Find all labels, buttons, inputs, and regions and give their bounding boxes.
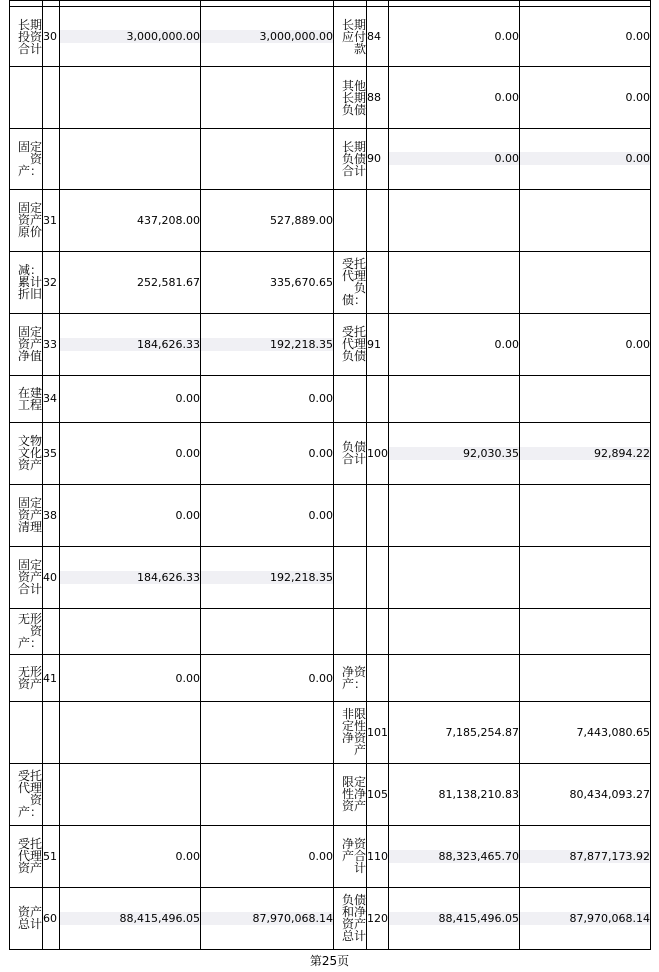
liability-beginning-balance — [389, 825, 520, 887]
asset-line-number — [43, 67, 60, 129]
liability-ending-balance — [520, 887, 651, 949]
asset-beginning-balance: 0.00 — [60, 375, 201, 422]
liability-ending-balance — [520, 825, 651, 887]
balance-sheet-body — [10, 1, 651, 950]
liability-beginning-balance: 0.00 — [389, 7, 520, 67]
highlighted-value: 88,415,496.05 — [60, 912, 200, 925]
asset-name-cell: 减：累计折旧 — [10, 251, 43, 313]
liability-name-cell: 负债合计 — [334, 422, 367, 484]
asset-beginning-balance — [60, 129, 201, 190]
asset-ending-balance: 335,670.65 — [201, 251, 334, 313]
highlighted-value: 184,626.33 — [60, 571, 200, 584]
liability-beginning-balance — [389, 608, 520, 655]
asset-name-cell: 固定资产合计 — [10, 546, 43, 608]
table-row — [10, 825, 651, 887]
liability-beginning-balance: 0.00 — [389, 67, 520, 129]
asset-line-number — [43, 763, 60, 825]
highlighted-value: 3,000,000.00 — [60, 30, 200, 43]
asset-name-cell: 文物文化资产 — [10, 422, 43, 484]
asset-name-cell: 固定资产： — [10, 129, 43, 190]
liability-name-cell: 长期应付款 — [334, 7, 367, 67]
asset-beginning-balance — [60, 608, 201, 655]
liability-name-cell: 负债和净资产总计 — [334, 887, 367, 949]
asset-ending-balance — [201, 608, 334, 655]
liability-beginning-balance — [389, 251, 520, 313]
asset-beginning-balance — [60, 313, 201, 375]
liability-line-number: 88 — [367, 67, 389, 129]
liability-beginning-balance: 81,138,210.83 — [389, 763, 520, 825]
highlighted-value: 88,323,465.70 — [389, 850, 519, 863]
liability-line-number — [367, 484, 389, 546]
asset-line-number: 51 — [43, 825, 60, 887]
asset-line-number: 30 — [43, 7, 60, 67]
asset-line-number — [43, 129, 60, 190]
liability-ending-balance — [520, 608, 651, 655]
balance-sheet-table — [9, 0, 651, 950]
asset-beginning-balance — [60, 7, 201, 67]
asset-name-cell: 受托代理资产： — [10, 763, 43, 825]
asset-beginning-balance: 437,208.00 — [60, 189, 201, 251]
liability-name-cell — [334, 375, 367, 422]
page-number: 第25页 — [309, 954, 350, 968]
asset-ending-balance: 0.00 — [201, 375, 334, 422]
liability-name-cell: 净资产合计 — [334, 825, 367, 887]
table-row — [10, 129, 651, 190]
highlighted-value: 92,894.22 — [520, 447, 650, 460]
liability-line-number — [367, 251, 389, 313]
liability-line-number: 110 — [367, 825, 389, 887]
asset-beginning-balance: 0.00 — [60, 655, 201, 702]
liability-name-cell — [334, 608, 367, 655]
table-row — [10, 422, 651, 484]
liability-name-cell: 限定性净资产 — [334, 763, 367, 825]
highlighted-value: 3,000,000.00 — [201, 30, 333, 43]
asset-line-number: 40 — [43, 546, 60, 608]
asset-name-cell: 固定资产净值 — [10, 313, 43, 375]
table-row — [10, 484, 651, 546]
liability-name-cell: 长期负债合计 — [334, 129, 367, 190]
highlighted-value: 192,218.35 — [201, 571, 333, 584]
liability-ending-balance: 80,434,093.27 — [520, 763, 651, 825]
liability-line-number: 84 — [367, 7, 389, 67]
asset-name-cell: 长期投资合计 — [10, 7, 43, 67]
highlighted-value: 92,030.35 — [389, 447, 519, 460]
liability-ending-balance: 0.00 — [520, 313, 651, 375]
highlighted-value: 0.00 — [520, 152, 650, 165]
liability-beginning-balance: 7,185,254.87 — [389, 701, 520, 763]
asset-ending-balance: 0.00 — [201, 825, 334, 887]
highlighted-value: 87,970,068.14 — [201, 912, 333, 925]
table-row — [10, 375, 651, 422]
liability-line-number: 91 — [367, 313, 389, 375]
highlighted-value: 87,970,068.14 — [520, 912, 650, 925]
asset-line-number: 35 — [43, 422, 60, 484]
liability-name-cell — [334, 484, 367, 546]
liability-ending-balance — [520, 546, 651, 608]
liability-name-cell: 受托代理负债： — [334, 251, 367, 313]
asset-beginning-balance — [60, 67, 201, 129]
liability-beginning-balance: 0.00 — [389, 313, 520, 375]
liability-line-number — [367, 608, 389, 655]
liability-ending-balance — [520, 484, 651, 546]
liability-ending-balance — [520, 189, 651, 251]
liability-ending-balance: 0.00 — [520, 67, 651, 129]
liability-line-number — [367, 375, 389, 422]
liability-line-number: 120 — [367, 887, 389, 949]
liability-beginning-balance — [389, 375, 520, 422]
liability-line-number — [367, 546, 389, 608]
asset-beginning-balance: 252,581.67 — [60, 251, 201, 313]
asset-name-cell — [10, 67, 43, 129]
asset-line-number: 31 — [43, 189, 60, 251]
asset-beginning-balance: 0.00 — [60, 422, 201, 484]
asset-name-cell: 在建工程 — [10, 375, 43, 422]
table-row — [10, 655, 651, 702]
asset-ending-balance: 527,889.00 — [201, 189, 334, 251]
liability-line-number: 90 — [367, 129, 389, 190]
table-row — [10, 887, 651, 949]
table-row — [10, 313, 651, 375]
asset-ending-balance — [201, 7, 334, 67]
liability-ending-balance: 7,443,080.65 — [520, 701, 651, 763]
highlighted-value: 184,626.33 — [60, 338, 200, 351]
liability-ending-balance — [520, 251, 651, 313]
asset-beginning-balance — [60, 701, 201, 763]
liability-ending-balance — [520, 655, 651, 702]
liability-ending-balance — [520, 375, 651, 422]
highlighted-value: 192,218.35 — [201, 338, 333, 351]
table-row — [10, 763, 651, 825]
table-row — [10, 189, 651, 251]
asset-name-cell: 无形资产： — [10, 608, 43, 655]
liability-beginning-balance — [389, 422, 520, 484]
asset-line-number — [43, 608, 60, 655]
liability-line-number — [367, 189, 389, 251]
asset-ending-balance — [201, 67, 334, 129]
asset-ending-balance: 0.00 — [201, 655, 334, 702]
asset-name-cell: 固定资产原价 — [10, 189, 43, 251]
table-row — [10, 701, 651, 763]
liability-line-number: 101 — [367, 701, 389, 763]
asset-line-number: 41 — [43, 655, 60, 702]
asset-beginning-balance: 0.00 — [60, 825, 201, 887]
asset-beginning-balance — [60, 763, 201, 825]
asset-line-number — [43, 701, 60, 763]
table-row — [10, 251, 651, 313]
liability-name-cell: 其他长期负债 — [334, 67, 367, 129]
liability-name-cell: 非限定性净资产 — [334, 701, 367, 763]
asset-name-cell: 无形资产 — [10, 655, 43, 702]
liability-beginning-balance — [389, 655, 520, 702]
asset-name-cell: 受托代理资产 — [10, 825, 43, 887]
liability-beginning-balance — [389, 129, 520, 190]
asset-name-cell — [10, 701, 43, 763]
highlighted-value: 88,415,496.05 — [389, 912, 519, 925]
liability-ending-balance — [520, 129, 651, 190]
asset-beginning-balance: 0.00 — [60, 484, 201, 546]
liability-line-number: 100 — [367, 422, 389, 484]
asset-name-cell: 资产总计 — [10, 887, 43, 949]
table-row — [10, 608, 651, 655]
liability-ending-balance: 0.00 — [520, 7, 651, 67]
liability-name-cell: 净资产： — [334, 655, 367, 702]
asset-line-number: 38 — [43, 484, 60, 546]
liability-name-cell: 受托代理负债 — [334, 313, 367, 375]
asset-ending-balance — [201, 887, 334, 949]
liability-line-number: 105 — [367, 763, 389, 825]
liability-line-number — [367, 655, 389, 702]
asset-beginning-balance — [60, 887, 201, 949]
asset-beginning-balance — [60, 546, 201, 608]
liability-beginning-balance — [389, 189, 520, 251]
asset-line-number: 32 — [43, 251, 60, 313]
liability-name-cell — [334, 546, 367, 608]
liability-ending-balance — [520, 422, 651, 484]
table-row — [10, 7, 651, 67]
liability-name-cell — [334, 189, 367, 251]
asset-ending-balance: 0.00 — [201, 422, 334, 484]
asset-ending-balance — [201, 129, 334, 190]
table-row — [10, 67, 651, 129]
liability-beginning-balance — [389, 484, 520, 546]
asset-ending-balance — [201, 546, 334, 608]
table-row — [10, 546, 651, 608]
liability-beginning-balance — [389, 546, 520, 608]
highlighted-value: 87,877,173.92 — [520, 850, 650, 863]
asset-ending-balance — [201, 763, 334, 825]
highlighted-value: 0.00 — [389, 152, 519, 165]
asset-ending-balance: 0.00 — [201, 484, 334, 546]
asset-line-number: 34 — [43, 375, 60, 422]
asset-name-cell: 固定资产清理 — [10, 484, 43, 546]
asset-line-number: 60 — [43, 887, 60, 949]
asset-ending-balance — [201, 701, 334, 763]
asset-line-number: 33 — [43, 313, 60, 375]
asset-ending-balance — [201, 313, 334, 375]
liability-beginning-balance — [389, 887, 520, 949]
